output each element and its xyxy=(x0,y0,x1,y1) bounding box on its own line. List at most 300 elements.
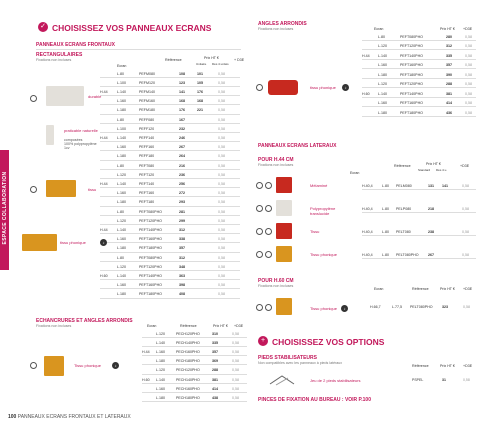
row-d3e: 0,58 xyxy=(462,206,469,211)
cart-icon xyxy=(265,205,272,212)
row-price-4: 221 xyxy=(197,108,203,113)
eye-icon xyxy=(30,186,37,193)
row-d3e: 0,58 xyxy=(218,283,225,288)
table-row xyxy=(100,134,240,142)
row-width: L.120 xyxy=(156,368,165,373)
row-ref: PELP080 xyxy=(396,206,412,211)
row-ref: PEFF080 xyxy=(139,117,155,122)
check-icon: ✓ xyxy=(38,22,48,32)
row-price: 312 xyxy=(179,227,185,232)
row-price: 357 xyxy=(179,246,185,251)
row-price: 281 xyxy=(179,209,185,214)
row-price: 108 xyxy=(179,71,185,76)
label-tissu-phonique: tissu phonique xyxy=(60,240,86,245)
panel-natural-image xyxy=(46,125,54,145)
row-price: 131 xyxy=(428,183,434,188)
row-price: 381 xyxy=(212,377,218,382)
row-d3e: 0,58 xyxy=(465,44,472,48)
fixation-note: PINCES DE FIXATION AU BUREAU : VOIR P.100 xyxy=(258,397,371,403)
eye-icon xyxy=(256,251,263,258)
row-ref: PEFM160 xyxy=(139,99,155,104)
row-price: 176 xyxy=(179,108,185,113)
row-price: 408 xyxy=(179,292,185,297)
row-ref: PECH140PHO xyxy=(176,340,200,345)
table-row xyxy=(100,208,240,216)
table-row xyxy=(362,182,476,190)
row-ref: PECH180PHO xyxy=(176,395,200,400)
row-width: L.160 xyxy=(378,63,387,67)
row-price: 238 xyxy=(428,229,434,234)
table-row xyxy=(100,236,240,244)
row-price: 232 xyxy=(179,126,185,131)
row-height: H.44 xyxy=(100,181,108,186)
lateraux-sub2: POUR H.60 CM xyxy=(258,278,294,284)
row-width: L.160 xyxy=(117,283,126,288)
row-width: L.180 xyxy=(378,72,387,77)
row-width: L.140 xyxy=(117,89,126,94)
lateraux-title: PANNEAUX ECRANS LATERAUX xyxy=(258,143,337,149)
row-ref: PEFT180PHO xyxy=(400,72,423,77)
row-width: L.180 xyxy=(117,200,126,205)
panel-lateral-image xyxy=(276,200,292,216)
table-row xyxy=(362,71,476,79)
panel-gray-image xyxy=(46,86,84,106)
opt-ref: PSPEL xyxy=(412,378,424,382)
row-width: L.160 xyxy=(117,145,126,150)
row-price-4: 101 xyxy=(197,71,203,76)
row-price: 438 xyxy=(212,395,218,400)
row-ref: PEFT180 xyxy=(139,200,155,205)
lateral-label: Polypropylène translucide xyxy=(310,206,336,216)
row-height: H.40,4 xyxy=(362,206,373,211)
row-height: H.40,4 xyxy=(362,183,373,188)
ech-col-prix: Prix HT € xyxy=(213,324,228,328)
table-row xyxy=(100,88,240,96)
lateraux-note2: Fixations non incluses xyxy=(258,284,294,288)
row-ref: PEFT140PHO xyxy=(139,273,162,278)
row-d3e: 0,58 xyxy=(232,331,239,336)
row-ref: PELT080PHO xyxy=(396,252,419,257)
row-price: 256 xyxy=(179,181,185,186)
table-row xyxy=(100,162,240,170)
angles-note: Fixations non incluses xyxy=(258,27,294,31)
label-tissu: tissu xyxy=(88,187,97,192)
row-ref: PEFT080PHO xyxy=(400,34,423,39)
row-ref: PEFM120 xyxy=(139,80,155,85)
label-durable: durable xyxy=(88,94,102,99)
row-d3e: 0,58 xyxy=(232,340,239,345)
row-width: L.80 xyxy=(382,183,389,188)
table-row xyxy=(100,144,240,152)
opt-prix: 31 xyxy=(442,378,446,382)
ang-col-d3e: +D3E xyxy=(463,27,473,31)
table-row xyxy=(142,330,247,338)
row-d3e: 0,58 xyxy=(465,72,472,77)
eye-icon xyxy=(256,228,263,235)
row-width: L.80 xyxy=(117,163,124,168)
table-row xyxy=(142,339,247,347)
page-footer xyxy=(8,414,131,420)
row-width: L.180 xyxy=(117,154,126,159)
cart-icon xyxy=(265,182,272,189)
row-ref: PEFT180PHO xyxy=(139,292,162,297)
row-d3e: 0,58 xyxy=(218,89,225,94)
page-title: CHOISISSEZ VOS PANNEAUX ECRANS xyxy=(52,23,212,33)
panel-mustard-phonic-image xyxy=(22,234,57,251)
col-prix-sub1: Unitaire xyxy=(196,62,207,66)
table-row xyxy=(362,100,476,108)
table-row xyxy=(100,254,240,262)
angles-title: ANGLES ARRONDIS xyxy=(258,21,307,27)
row-width: L.80 xyxy=(117,71,124,76)
row-height: H.40,4 xyxy=(362,252,373,257)
row-height: H.60 xyxy=(142,377,150,382)
row-d3e: 0,58 xyxy=(218,218,225,223)
row-d3e: 0,58 xyxy=(218,191,225,196)
cart-icon xyxy=(265,251,272,258)
row-ref: PEFT140PHO xyxy=(139,227,162,232)
table-row xyxy=(142,376,247,384)
row-price: 312 xyxy=(446,44,452,48)
table-row xyxy=(362,90,476,98)
table-row xyxy=(100,70,240,78)
col-prix: Prix HT € xyxy=(204,56,219,60)
table-row xyxy=(100,282,240,290)
row-d3e: 0,58 xyxy=(465,101,472,105)
row-d3e: 0,58 xyxy=(218,209,225,214)
row-d3e: 0,58 xyxy=(462,252,469,257)
row-width: L.180 xyxy=(156,359,165,364)
row-ref: PEFF160 xyxy=(139,145,155,150)
lat2-l: L.77,5 xyxy=(392,304,402,309)
row-d3e: 0,58 xyxy=(218,237,225,242)
row-height: H.40,4 xyxy=(362,229,373,234)
row-height: H.44 xyxy=(100,135,108,140)
panel-lateral-image xyxy=(276,177,292,193)
row-d3e: 0,58 xyxy=(232,377,239,382)
row-d3e: 0,58 xyxy=(218,181,225,186)
col-d3e: + D3E xyxy=(234,58,245,62)
row-ref: PEFM180 xyxy=(139,108,155,113)
row-width: L.140 xyxy=(156,340,165,345)
table-row xyxy=(100,199,240,207)
lat2-col-ref: Référence xyxy=(412,287,429,291)
row-width: L.140 xyxy=(117,135,126,140)
table-row xyxy=(100,153,240,161)
row-ref: PECH160PHO xyxy=(176,349,200,354)
table-row xyxy=(362,43,476,51)
row-d3e: 0,58 xyxy=(218,108,225,113)
table-row xyxy=(362,109,476,117)
row-d3e: 0,58 xyxy=(218,99,225,104)
table-row xyxy=(142,394,247,402)
row-d3e: 0,58 xyxy=(465,34,472,39)
row-width: L.140 xyxy=(117,181,126,186)
row-ref: PEFT120PHO xyxy=(139,218,162,223)
row-d3e: 0,58 xyxy=(465,82,472,86)
table-row xyxy=(100,125,240,133)
table-row xyxy=(362,81,476,89)
side-tab-label: ESPACE COLLABORATION xyxy=(2,171,8,245)
lat-col-prix-sub2: Dès 4 u. xyxy=(436,168,448,172)
row-price: 338 xyxy=(179,237,185,242)
row-price-4: 168 xyxy=(197,99,203,104)
row-d3e: 0,58 xyxy=(232,386,239,391)
row-d3e: 0,58 xyxy=(232,349,239,354)
lat-col-ecran: Ecran xyxy=(350,171,360,175)
row-width: L.140 xyxy=(117,227,126,232)
row-width: L.80 xyxy=(117,255,124,260)
frontaux-title: PANNEAUX ECRANS FRONTAUX xyxy=(36,42,115,48)
angles-label: tissu phonique xyxy=(310,85,336,90)
row-price: 218 xyxy=(428,206,434,211)
row-price: 246 xyxy=(179,135,185,140)
eye-icon xyxy=(256,182,263,189)
row-price-4: 141 xyxy=(442,183,448,188)
row-ref: PEFF180 xyxy=(139,154,155,159)
row-height: H.44 xyxy=(362,53,370,58)
row-price: 398 xyxy=(179,283,185,288)
table-row xyxy=(100,291,240,299)
row-price: 335 xyxy=(446,53,452,58)
row-price: 288 xyxy=(446,82,452,86)
ech-col-d3e: +D3E xyxy=(234,324,244,328)
row-height: H.44 xyxy=(142,349,150,354)
table-row xyxy=(100,171,240,179)
row-price: 414 xyxy=(212,386,218,391)
echancrures-note: Fixations non incluses xyxy=(36,324,72,328)
table-row xyxy=(362,205,476,213)
label-praticable: praticable naturelle xyxy=(64,128,98,133)
lat2-label: Tissu phonique xyxy=(310,306,337,311)
row-width: L.180 xyxy=(117,292,126,297)
lat-col-prix-sub1: Standard xyxy=(418,168,431,172)
ech-col-ref: Référence xyxy=(180,324,197,328)
row-ref: PECH140PHO xyxy=(176,377,200,382)
label-small-1: composées xyxy=(64,138,83,142)
row-width: L.140 xyxy=(117,273,126,278)
row-ref: PEFT180PHO xyxy=(139,246,162,251)
row-d3e: 0,58 xyxy=(218,126,225,131)
row-price: 267 xyxy=(179,145,185,150)
row-d3e: 0,58 xyxy=(218,145,225,150)
row-price: 267 xyxy=(428,252,434,257)
row-width: L.80 xyxy=(382,229,389,234)
table-row xyxy=(100,98,240,106)
ech-label: Tissu phonique xyxy=(74,363,101,368)
row-width: L.160 xyxy=(156,349,165,354)
row-ref: PEFF140 xyxy=(139,135,155,140)
phonic-icon: ♪ xyxy=(342,84,349,91)
lateral-label: Mélaminé xyxy=(310,183,328,188)
phonic-icon: ♪ xyxy=(112,362,119,369)
row-width: L.180 xyxy=(156,395,165,400)
row-ref: PEFT160PHO xyxy=(139,283,162,288)
table-row xyxy=(100,263,240,271)
lateral-60-row xyxy=(360,303,475,310)
row-width: L.100 xyxy=(117,80,126,85)
opt-col-ref: Référence xyxy=(412,364,429,368)
row-height: H.44 xyxy=(100,89,108,94)
lat2-col-ecran: Ecran xyxy=(374,287,384,291)
table-row xyxy=(100,217,240,225)
table-row xyxy=(100,116,240,124)
row-height: H.44 xyxy=(100,227,108,232)
lat2-ref: PELT080PHO xyxy=(410,304,433,309)
row-price: 414 xyxy=(446,101,452,105)
row-width: L.180 xyxy=(378,110,387,115)
table-row xyxy=(100,272,240,280)
table-row xyxy=(362,33,476,41)
options-note: Non compatibles avec les panneaux à pieds latéraux xyxy=(258,361,343,365)
row-ref: PEFT160PHO xyxy=(400,101,423,105)
row-price: 335 xyxy=(212,340,218,345)
row-ref: PEFT160PHO xyxy=(400,63,423,67)
row-ref: PEFM140 xyxy=(139,89,155,94)
table-row xyxy=(362,228,476,236)
row-d3e: 0,58 xyxy=(232,368,239,373)
opt-d3e: 0,58 xyxy=(463,378,470,382)
row-ref: PEFT080 xyxy=(139,163,155,168)
row-width: L.120 xyxy=(378,44,387,48)
row-ref: PEFT120PHO xyxy=(139,264,162,269)
options-sub: PIEDS STABILISATEURS xyxy=(258,355,317,361)
echancrures-title: ECHANCRURES ET ANGLES ARRONDIS xyxy=(36,318,133,324)
row-ref: PECH160PHO xyxy=(176,386,200,391)
row-price: 310 xyxy=(212,331,218,336)
row-width: L.140 xyxy=(378,53,387,58)
row-d3e: 0,58 xyxy=(465,63,472,67)
row-d3e: 0,58 xyxy=(218,154,225,159)
table-row xyxy=(362,251,476,259)
panel-lateral-60-image xyxy=(276,298,292,315)
lat-col-d3e: +D3E xyxy=(460,164,470,168)
cart-icon xyxy=(265,228,272,235)
frontaux-subtitle: RECTANGULAIRES xyxy=(36,52,83,58)
row-width: L.120 xyxy=(117,218,126,223)
eye-icon xyxy=(256,205,263,212)
row-width: L.180 xyxy=(117,108,126,113)
row-d3e: 0,58 xyxy=(218,80,225,85)
row-d3e: 0,58 xyxy=(465,110,472,115)
phonic-icon: ♪ xyxy=(341,305,348,312)
eye-icon xyxy=(256,304,263,311)
row-d3e: 0,58 xyxy=(218,200,225,205)
row-price: 123 xyxy=(179,80,185,85)
row-d3e: 0,58 xyxy=(218,255,225,260)
footer-text: PANNEAUX ECRANS FRONTAUX ET LATERAUX xyxy=(17,414,131,420)
row-ref: PELT080 xyxy=(396,229,411,234)
row-width: L.80 xyxy=(117,209,124,214)
row-d3e: 0,58 xyxy=(232,395,239,400)
row-d3e: 0,58 xyxy=(218,71,225,76)
row-width: L.120 xyxy=(378,82,387,86)
panel-echancrure-image xyxy=(44,356,64,376)
row-d3e: 0,58 xyxy=(218,292,225,297)
lat2-col-d3e: +D3E xyxy=(463,287,473,291)
lat2-prix: 323 xyxy=(442,304,448,309)
row-ref: PEFT180PHO xyxy=(400,110,423,115)
row-ref: PEFT080PHO xyxy=(139,255,162,260)
row-width: L.160 xyxy=(117,237,126,242)
row-d3e: 0,58 xyxy=(218,273,225,278)
lateraux-sub: POUR H.44 CM xyxy=(258,157,294,163)
row-price: 357 xyxy=(212,349,218,354)
table-row xyxy=(362,52,476,60)
table-row xyxy=(142,385,247,393)
row-width: L.80 xyxy=(382,252,389,257)
row-d3e: 0,58 xyxy=(218,172,225,177)
table-row xyxy=(100,245,240,253)
row-price: 216 xyxy=(179,163,185,168)
lat-col-prix: Prix HT € xyxy=(426,162,441,166)
table-row xyxy=(100,190,240,198)
row-ref: PEFT160 xyxy=(139,191,155,196)
row-d3e: 0,58 xyxy=(232,359,239,364)
row-d3e: 0,58 xyxy=(218,135,225,140)
row-d3e: 0,58 xyxy=(465,53,472,58)
row-width: L.160 xyxy=(156,386,165,391)
row-width: L.160 xyxy=(378,101,387,105)
panel-mustard-image xyxy=(46,180,76,197)
row-ref: PEFM080 xyxy=(139,71,155,76)
table-row xyxy=(142,367,247,375)
row-price: 436 xyxy=(446,110,452,115)
row-width: L.100 xyxy=(117,126,126,131)
row-price: 236 xyxy=(179,172,185,177)
row-price: 293 xyxy=(179,200,185,205)
col-ecran: Ecran xyxy=(117,64,127,68)
eye-icon xyxy=(30,362,37,369)
row-d3e: 0,58 xyxy=(462,229,469,234)
row-ref: PEFT140PHO xyxy=(400,53,423,58)
table-row xyxy=(142,358,247,366)
row-d3e: 0,58 xyxy=(462,183,469,188)
row-ref: PEFT140PHO xyxy=(400,91,423,96)
row-height: H.60 xyxy=(100,273,108,278)
table-row xyxy=(100,180,240,188)
ang-col-ecran: Ecran xyxy=(374,27,384,31)
lateral-label: Tissu phonique xyxy=(310,252,337,257)
page-number: 100 xyxy=(8,414,17,420)
row-price-4: 176 xyxy=(197,89,203,94)
row-price: 264 xyxy=(179,154,185,159)
opt-col-d3e: +D3E xyxy=(463,364,473,368)
row-price: 363 xyxy=(179,273,185,278)
row-width: L.80 xyxy=(378,34,385,39)
table-row xyxy=(100,79,240,87)
row-price: 272 xyxy=(179,191,185,196)
options-title: CHOISISSEZ VOS OPTIONS xyxy=(272,337,385,347)
plus-icon: + xyxy=(258,336,268,346)
row-d3e: 0,58 xyxy=(465,91,472,96)
row-d3e: 0,58 xyxy=(218,227,225,232)
panel-lateral-image xyxy=(276,246,292,262)
row-width: L.140 xyxy=(156,377,165,382)
row-price: 167 xyxy=(179,117,185,122)
table-row xyxy=(362,62,476,70)
opt-col-prix: Prix HT € xyxy=(440,364,455,368)
row-price: 357 xyxy=(446,63,452,67)
phonic-icon: ♪ xyxy=(100,239,107,246)
row-d3e: 0,58 xyxy=(218,246,225,251)
lateraux-note: Fixations non incluses xyxy=(258,163,294,167)
row-price: 299 xyxy=(179,218,185,223)
table-row xyxy=(142,348,247,356)
table-row xyxy=(100,107,240,115)
eye-icon xyxy=(256,84,263,91)
col-prix-sub2: Dès 4 unités xyxy=(212,62,229,66)
